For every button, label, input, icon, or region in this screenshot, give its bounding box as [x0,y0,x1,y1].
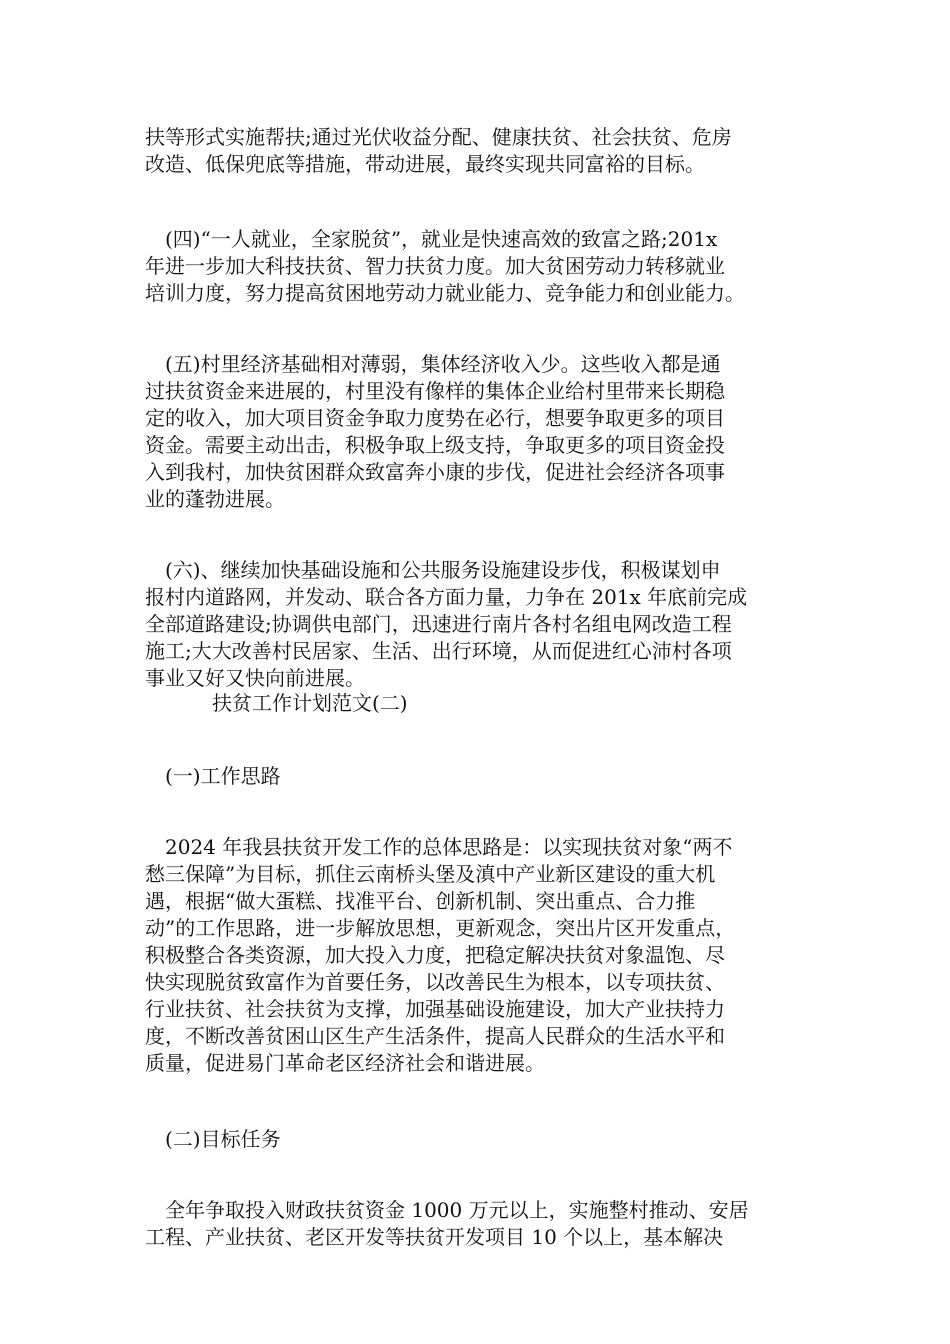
subheading: (一)工作思路 [145,764,281,788]
paragraph-line: 过扶贫资金来进展的，村里没有像样的集体企业给村里带来长期稳 [145,379,725,403]
paragraph-line: (六)、继续加快基础设施和公共服务设施建设步伐，积极谋划申 [145,558,721,582]
paragraph-line: 度，不断改善贫困山区生产生活条件，提高人民群众的生活水平和 [145,1024,725,1048]
paragraph-line: 动”的工作思路，进一步解放思想，更新观念，突出片区开发重点， [145,916,736,940]
paragraph-line: 遇，根据“做大蛋糕、找准平台、创新机制、突出重点、合力推 [145,889,696,913]
paragraph-line: 改造、低保兜底等措施，带动进展，最终实现共同富裕的目标。 [145,152,705,176]
paragraph-line: 全年争取投入财政扶贫资金 1000 万元以上，实施整村推动、安居 [145,1198,749,1222]
subheading: (二)目标任务 [145,1127,281,1151]
paragraph-line: 工程、产业扶贫、老区开发等扶贫开发项目 10 个以上，基本解决 [145,1225,724,1249]
paragraph-line: 愁三保障”为目标，抓住云南桥头堡及滇中产业新区建设的重大机 [145,862,716,886]
paragraph-line: 2024 年我县扶贫开发工作的总体思路是：以实现扶贫对象“两不 [145,835,733,859]
paragraph-line: 资金。需要主动出击，积极争取上级支持，争取更多的项目资金投 [145,433,725,457]
paragraph-line: 快实现脱贫致富作为首要任务，以改善民生为根本，以专项扶贫、 [145,970,725,994]
paragraph-line: 事业又好又快向前进展。 [145,666,365,690]
paragraph-line: 质量，促进易门革命老区经济社会和谐进展。 [145,1051,545,1075]
paragraph-line: 入到我村，加快贫困群众致富奔小康的步伐，促进社会经济各项事 [145,460,725,484]
paragraph-line: 行业扶贫、社会扶贫为支撑，加强基础设施建设，加大产业扶持力 [145,997,725,1021]
paragraph-line: (五)村里经济基础相对薄弱，集体经济收入少。这些收入都是通 [145,352,721,376]
paragraph-line: 定的收入，加大项目资金争取力度势在必行，想要争取更多的项目 [145,406,725,430]
paragraph-line: 全部道路建设;协调供电部门，迅速进行南片各村名组电网改造工程 [145,612,732,636]
paragraph-line: 年进一步加大科技扶贫、智力扶贫力度。加大贫困劳动力转移就业 [145,254,725,278]
paragraph-line: 业的蓬勃进展。 [145,487,285,511]
paragraph-line: 培训力度，努力提高贫困地劳动力就业能力、竞争能力和创业能力。 [145,281,745,305]
paragraph-line: 报村内道路网，并发动、联合各方面力量，力争在 201x 年底前完成 [145,585,748,609]
section-title: 扶贫工作计划范文(二) [212,691,408,715]
paragraph-line: 积极整合各类资源，加大投入力度，把稳定解决扶贫对象温饱、尽 [145,943,725,967]
paragraph-line: 扶等形式实施帮扶;通过光伏收益分配、健康扶贫、社会扶贫、危房 [145,125,732,149]
paragraph-line: 施工;大大改善村民居家、生活、出行环境，从而促进红心沛村各项 [145,639,732,663]
paragraph-line: (四)“一人就业，全家脱贫”，就业是快速高效的致富之路;201x [145,227,718,251]
